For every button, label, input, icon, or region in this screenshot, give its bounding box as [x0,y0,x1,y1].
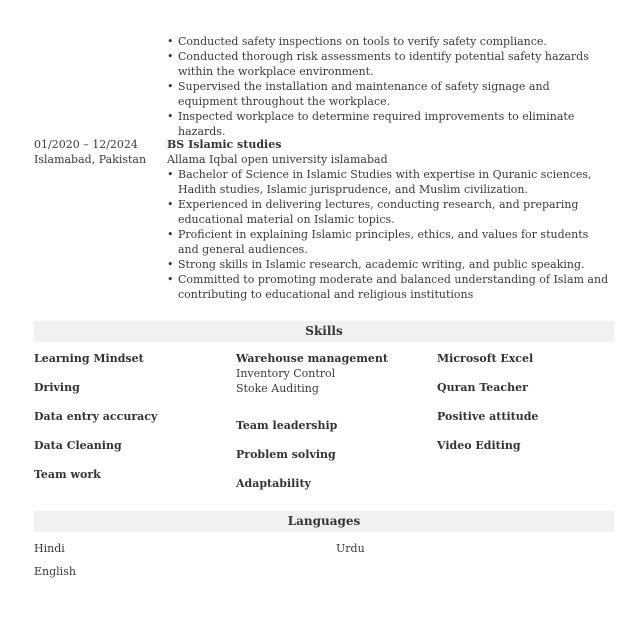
experience-bullet: • Supervised the installation and maintenance of safety signage and equipment throughout the workplace. [167,79,612,109]
skill-item: Warehouse management [236,352,388,365]
education-bullet-list [167,167,612,302]
skill-item: Video Editing [437,439,521,452]
skills-column-1 [34,351,229,482]
skill-item: Microsoft Excel [437,352,534,365]
skill-item: Team leadership [236,419,338,432]
skill-item: Adaptability [236,477,311,490]
language-item: Urdu [336,542,365,555]
education-bullet: • Strong skills in Islamic research, academic writing, and public speaking. [167,257,612,272]
education-institution: Allama Iqbal open university islamabad [167,153,388,166]
education-entry [167,137,612,302]
education-bullet: • Bachelor of Science in Islamic Studies with expertise in Quranic sciences, Hadith studies, Islamic jurisprudence, and Muslim civilization. [167,167,612,197]
skill-item: Data Cleaning [34,439,122,452]
language-item: English [34,565,76,578]
education-dates: 01/2020 – 12/2024 [34,138,138,151]
skill-item: Quran Teacher [437,381,528,394]
education-meta [34,137,159,167]
skill-subitem: Stoke Auditing [236,382,319,395]
skill-item: Driving [34,381,80,394]
skills-heading: Skills [34,321,614,342]
skill-item: Problem solving [236,448,336,461]
skill-item: Data entry accuracy [34,410,158,423]
experience-bullet: • Conducted safety inspections on tools to verify safety compliance. [167,34,612,49]
education-bullet: • Proficient in explaining Islamic principles, ethics, and values for students and general audiences. [167,227,612,257]
experience-bullet: • Conducted thorough risk assessments to identify potential safety hazards within the workplace environment. [167,49,612,79]
skill-item: Team work [34,468,101,481]
education-bullet: • Experienced in delivering lectures, conducting research, and preparing educational material on Islamic topics. [167,197,612,227]
education-location: Islamabad, Pakistan [34,153,147,166]
skills-column-3 [437,351,627,453]
skill-item: Learning Mindset [34,352,144,365]
experience-bullet-list [167,34,612,139]
education-bullet: • Committed to promoting moderate and balanced understanding of Islam and contributing to educational and religious institutions [167,272,612,302]
language-item: Hindi [34,542,65,555]
education-degree: BS Islamic studies [167,138,282,151]
skill-item: Positive attitude [437,410,539,423]
skills-column-2 [236,351,431,491]
experience-bullet: • Inspected workplace to determine required improvements to eliminate hazards. [167,109,612,139]
languages-heading: Languages [34,511,614,532]
skill-subitem: Inventory Control [236,367,336,380]
